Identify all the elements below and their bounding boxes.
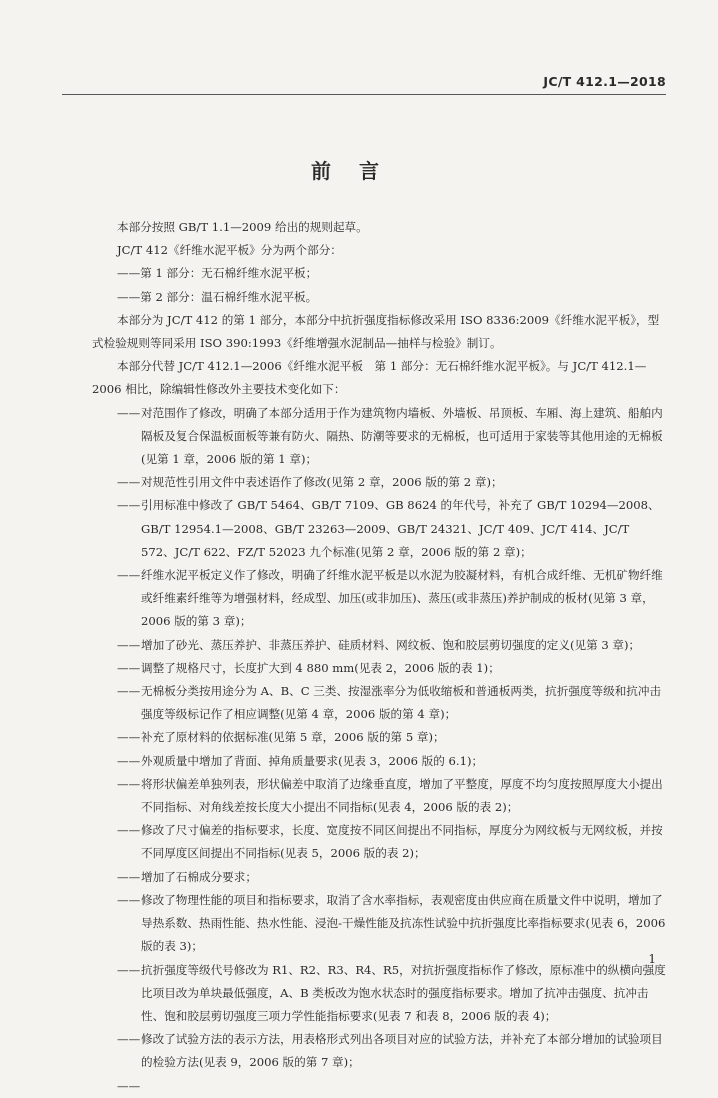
- dash-marker: ——: [117, 730, 141, 745]
- standard-code: JC/T 412.1—2018: [543, 74, 666, 89]
- paragraph: JC/T 412《纤维水泥平板》分为两个部分：: [117, 243, 342, 258]
- change-text: 增加了砂光、蒸压养护、非蒸压养护、硅质材料、网纹板、饱和胶层剪切强度的定义(见第 3 章)；: [141, 637, 641, 652]
- dash-marker: ——: [117, 892, 141, 907]
- dash-marker: ——: [117, 684, 141, 699]
- dash-marker: ——: [117, 568, 141, 583]
- paragraph: 本部分代替 JC/T 412.1—2006《纤维水泥平板 第 1 部分：无石棉纤维水泥平板》。与 JC/T 412.1—2006 相比，除编辑性修改外主要技术变化如下：: [92, 359, 647, 397]
- dash-marker: ——: [117, 776, 141, 791]
- dash-marker: ——: [117, 962, 141, 977]
- dash-marker: ——: [117, 637, 141, 652]
- change-item: [92, 959, 666, 1029]
- change-item: [92, 889, 666, 959]
- header-rule: [62, 94, 666, 95]
- change-text: [141, 1075, 666, 1098]
- change-item: [92, 726, 666, 749]
- change-text: 调整了规格尺寸，长度扩大到 4 880 mm(见表 2，2006 版的表 1)；: [141, 660, 500, 675]
- dash-marker: ——: [117, 1078, 141, 1093]
- change-item: [92, 819, 666, 865]
- change-item: [92, 1028, 666, 1074]
- change-text: 将形状偏差单独列表，形状偏差中取消了边缘垂直度，增加了平整度，厚度不均匀度按照厚度大小提出不同指标、对角线差按长度大小提出不同指标(见表 4，2006 版的表 2)；: [141, 776, 663, 815]
- change-text: 补充了原材料的依据标准(见第 5 章，2006 版的第 5 章)；: [141, 730, 445, 745]
- change-item: [92, 680, 666, 726]
- change-item: [92, 1075, 666, 1098]
- dash-marker: ——: [117, 823, 141, 838]
- change-item: [92, 402, 666, 472]
- change-text: 抗折强度等级代号修改为 R1、R2、R3、R4、R5，对抗折强度指标作了修改，原标准中的纵横向强度比项目改为单块最低强度，A、B 类板改为饱水状态时的强度指标要求。增加了抗冲击强度、抗冲击性、饱和胶层剪切强度三项力学性能指标要求(见表 7 和表 8，2006 版的表 4)；: [141, 962, 666, 1023]
- change-text: 纤维水泥平板定义作了修改，明确了纤维水泥平板是以水泥为胶凝材料，有机合成纤维、无机矿物纤维或纤维素纤维等为增强材料，经成型、加压(或非加压)、蒸压(或非蒸压)养护制成的板材(见第 3 章，2006 版的第 3 章)；: [141, 568, 663, 629]
- dash-marker: ——: [117, 405, 141, 420]
- change-text: 修改了物理性能的项目和指标要求，取消了含水率指标，表观密度由供应商在质量文件中说明，增加了导热系数、热雨性能、热水性能、浸泡-干燥性能及抗冻性试验中抗折强度比率指标要求(见表 6，2006 版的表 3)；: [141, 892, 666, 954]
- change-text: 对规范性引用文件中表述语作了修改(见第 2 章，2006 版的第 2 章)；: [141, 475, 503, 490]
- dash-marker: ——: [117, 660, 141, 675]
- dash-marker: ——: [117, 753, 141, 768]
- change-text: 修改了试验方法的表示方法，用表格形式列出各项目对应的试验方法，并补充了本部分增加的试验项目的检验方法(见表 9，2006 版的第 7 章)；: [141, 1032, 663, 1070]
- page-title: 前言: [311, 159, 407, 183]
- dash-marker: ——: [117, 475, 141, 490]
- paragraph: 本部分为 JC/T 412 的第 1 部分，本部分中抗折强度指标修改采用 ISO 8336:2009《纤维水泥平板》，型式检验规则等同采用 ISO 390:1993《纤维增强水泥制品—抽样与检验》制订。: [92, 312, 660, 351]
- paragraph: ——第 1 部分：无石棉纤维水泥平板；: [117, 266, 318, 281]
- change-text: 外观质量中增加了背面、掉角质量要求(见表 3，2006 版的 6.1)；: [141, 753, 484, 768]
- paragraph: ——第 2 部分：温石棉纤维水泥平板。: [117, 289, 318, 304]
- change-item: [92, 471, 666, 494]
- page-number: 1: [648, 952, 656, 966]
- dash-marker: ——: [117, 1032, 141, 1047]
- change-text: 修改了尺寸偏差的指标要求，长度、宽度按不同区间提出不同指标，厚度分为网纹板与无网纹板，并按不同厚度区间提出不同指标(见表 5，2006 版的表 2)；: [141, 823, 663, 861]
- change-item: [92, 634, 666, 657]
- change-text: 无棉板分类按用途分为 A、B、C 三类、按湿涨率分为低收缩板和普通板两类，抗折强度等级和抗冲击强度等级标记作了相应调整(见第 4 章，2006 版的第 4 章)；: [141, 684, 662, 722]
- change-item: [92, 494, 666, 564]
- foreword-body: [92, 216, 666, 1098]
- dash-marker: ——: [117, 869, 141, 884]
- change-item: [92, 750, 666, 773]
- change-item: [92, 564, 666, 634]
- change-item: [92, 657, 666, 680]
- change-text: 对范围作了修改，明确了本部分适用于作为建筑物内墙板、外墙板、吊顶板、车厢、海上建筑、船舶内隔板及复合保温板面板等兼有防火、隔热、防潮等要求的无棉板，也可适用于家装等其他用途的无棉板(见第 1 章，2006 版的第 1 章)；: [141, 405, 663, 467]
- change-item: [92, 773, 666, 819]
- change-text: 增加了石棉成分要求；: [141, 869, 257, 884]
- dash-marker: ——: [117, 498, 141, 513]
- paragraph: 本部分按照 GB/T 1.1—2009 给出的规则起草。: [117, 220, 368, 234]
- change-item: [92, 866, 666, 889]
- change-text: 引用标准中修改了 GB/T 5464、GB/T 7109、GB 8624 的年代号，补充了 GB/T 10294—2008、GB/T 12954.1—2008、GB/T 23263—2009、GB/T 24321、JC/T 409、JC/T 414、JC/T 572、JC/T 622、FZ/T 52023 九个标准(见第 2 章，2006 版的第 2 章)；: [141, 498, 660, 559]
